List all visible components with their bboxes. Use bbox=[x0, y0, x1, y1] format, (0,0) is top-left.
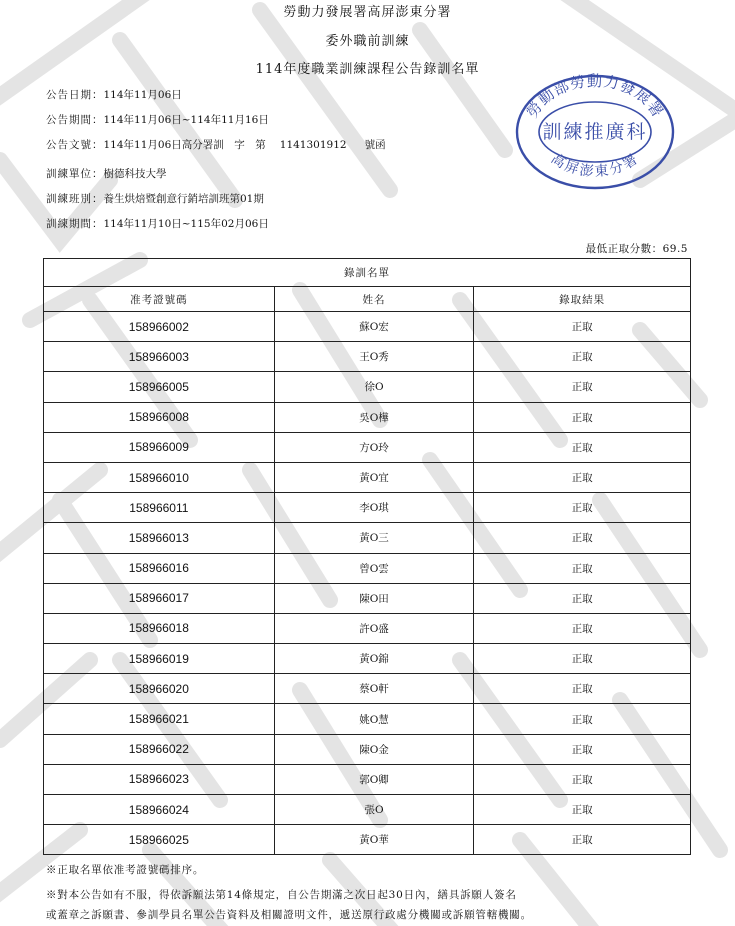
table-row bbox=[44, 553, 691, 583]
exam-id-cell: 158966011 bbox=[44, 493, 275, 523]
document-number-value: 1141301912 bbox=[279, 139, 347, 151]
result-cell: 正取 bbox=[474, 613, 691, 643]
result-cell: 正取 bbox=[474, 734, 691, 764]
appeal-note-line-2: 或蓋章之訴願書、參訓學員名單公告資料及相關證明文件，遞送原行政處分機關或訴願管轄機關。 bbox=[46, 909, 532, 921]
notice-title: 114年度職業訓練課程公告錄訓名單 bbox=[255, 62, 480, 77]
name-cell: 郭O卿 bbox=[274, 764, 474, 794]
training-class-value: 養生烘焙暨創意行銷培訓班第01期 bbox=[103, 193, 264, 205]
seal-center-text: 訓練推廣科 bbox=[542, 121, 648, 143]
result-cell: 正取 bbox=[474, 432, 691, 462]
column-header-exam-id: 准考證號碼 bbox=[44, 287, 275, 312]
training-class bbox=[46, 191, 264, 206]
appeal-note-line-1: ※對本公告如有不服，得依訴願法第14條規定，自公告期滿之次日起30日內，繕具訴願人簽名 bbox=[46, 889, 517, 901]
name-cell: 陳O金 bbox=[274, 734, 474, 764]
announcement-date-value: 114年11月06日 bbox=[103, 89, 182, 101]
name-cell: 黃O三 bbox=[274, 523, 474, 553]
result-cell: 正取 bbox=[474, 402, 691, 432]
table-row bbox=[44, 583, 691, 613]
result-cell: 正取 bbox=[474, 372, 691, 402]
exam-id-cell: 158966021 bbox=[44, 704, 275, 734]
exam-id-cell: 158966023 bbox=[44, 764, 275, 794]
table-row bbox=[44, 613, 691, 643]
exam-id-cell: 158966002 bbox=[44, 312, 275, 342]
result-cell: 正取 bbox=[474, 493, 691, 523]
name-cell: 蔡O軒 bbox=[274, 674, 474, 704]
result-cell: 正取 bbox=[474, 795, 691, 825]
table-row bbox=[44, 644, 691, 674]
name-cell: 吳O樺 bbox=[274, 402, 474, 432]
table-row bbox=[44, 312, 691, 342]
table-row bbox=[44, 674, 691, 704]
document-number-suffix: 號函 bbox=[364, 139, 386, 151]
exam-id-cell: 158966022 bbox=[44, 734, 275, 764]
exam-id-cell: 158966024 bbox=[44, 795, 275, 825]
name-cell: 許O盛 bbox=[274, 613, 474, 643]
table-caption: 錄訓名單 bbox=[44, 259, 691, 287]
table-row bbox=[44, 493, 691, 523]
name-cell: 黃O宜 bbox=[274, 462, 474, 492]
result-cell: 正取 bbox=[474, 583, 691, 613]
result-cell: 正取 bbox=[474, 523, 691, 553]
exam-id-cell: 158966019 bbox=[44, 644, 275, 674]
name-cell: 方O玲 bbox=[274, 432, 474, 462]
exam-id-cell: 158966013 bbox=[44, 523, 275, 553]
training-class-label: 訓練班別： bbox=[46, 193, 104, 205]
result-cell: 正取 bbox=[474, 312, 691, 342]
name-cell: 張O bbox=[274, 795, 474, 825]
exam-id-cell: 158966020 bbox=[44, 674, 275, 704]
exam-id-cell: 158966008 bbox=[44, 402, 275, 432]
table-row bbox=[44, 432, 691, 462]
result-cell: 正取 bbox=[474, 674, 691, 704]
result-cell: 正取 bbox=[474, 553, 691, 583]
training-period-label: 訓練期間： bbox=[46, 218, 104, 230]
admission-table bbox=[43, 258, 691, 855]
training-period bbox=[46, 216, 269, 231]
exam-id-cell: 158966018 bbox=[44, 613, 275, 643]
name-cell: 姚O慧 bbox=[274, 704, 474, 734]
result-cell: 正取 bbox=[474, 825, 691, 855]
training-period-value: 114年11月10日~115年02月06日 bbox=[103, 218, 269, 230]
table-row bbox=[44, 734, 691, 764]
result-cell: 正取 bbox=[474, 342, 691, 372]
name-cell: 黃O錦 bbox=[274, 644, 474, 674]
announcement-date bbox=[46, 87, 182, 102]
minimum-score: 最低正取分數：69.5 bbox=[585, 243, 688, 255]
name-cell: 徐O bbox=[274, 372, 474, 402]
result-cell: 正取 bbox=[474, 704, 691, 734]
table-row bbox=[44, 523, 691, 553]
official-seal-stamp bbox=[514, 72, 676, 190]
agency-title: 勞動力發展署高屏澎東分署 bbox=[283, 5, 452, 20]
table-row bbox=[44, 764, 691, 794]
sort-note: ※正取名單依准考證號碼排序。 bbox=[46, 864, 205, 876]
table-body bbox=[44, 312, 691, 855]
exam-id-cell: 158966005 bbox=[44, 372, 275, 402]
name-cell: 蘇O宏 bbox=[274, 312, 474, 342]
result-cell: 正取 bbox=[474, 644, 691, 674]
training-unit-value: 樹德科技大學 bbox=[103, 168, 167, 180]
name-cell: 黃O華 bbox=[274, 825, 474, 855]
document-number bbox=[46, 137, 386, 152]
name-cell: 曾O雲 bbox=[274, 553, 474, 583]
table-row bbox=[44, 342, 691, 372]
announcement-period bbox=[46, 112, 269, 127]
document-number-label: 公告文號： bbox=[46, 139, 104, 151]
exam-id-cell: 158966003 bbox=[44, 342, 275, 372]
exam-id-cell: 158966010 bbox=[44, 462, 275, 492]
seal-bottom-text: 高屏澎東分署 bbox=[547, 150, 643, 181]
exam-id-cell: 158966017 bbox=[44, 583, 275, 613]
name-cell: 李O琪 bbox=[274, 493, 474, 523]
table-row bbox=[44, 704, 691, 734]
exam-id-cell: 158966009 bbox=[44, 432, 275, 462]
program-title: 委外職前訓練 bbox=[325, 34, 410, 49]
name-cell: 王O秀 bbox=[274, 342, 474, 372]
exam-id-cell: 158966016 bbox=[44, 553, 275, 583]
announcement-period-label: 公告期間： bbox=[46, 114, 104, 126]
table-row bbox=[44, 402, 691, 432]
announcement-period-value: 114年11月06日~114年11月16日 bbox=[103, 114, 269, 126]
announcement-date-label: 公告日期： bbox=[46, 89, 104, 101]
column-header-result: 錄取結果 bbox=[474, 287, 691, 312]
table-row bbox=[44, 372, 691, 402]
seal-ring-text: 勞動部勞動力發展署 bbox=[522, 72, 668, 121]
result-cell: 正取 bbox=[474, 462, 691, 492]
table-row bbox=[44, 795, 691, 825]
exam-id-cell: 158966025 bbox=[44, 825, 275, 855]
column-header-name: 姓名 bbox=[274, 287, 474, 312]
document-number-prefix: 114年11月06日高分署訓 字 第 bbox=[103, 139, 266, 151]
name-cell: 陳O田 bbox=[274, 583, 474, 613]
training-unit bbox=[46, 166, 167, 181]
training-unit-label: 訓練單位： bbox=[46, 168, 104, 180]
table-row bbox=[44, 825, 691, 855]
result-cell: 正取 bbox=[474, 764, 691, 794]
table-row bbox=[44, 462, 691, 492]
